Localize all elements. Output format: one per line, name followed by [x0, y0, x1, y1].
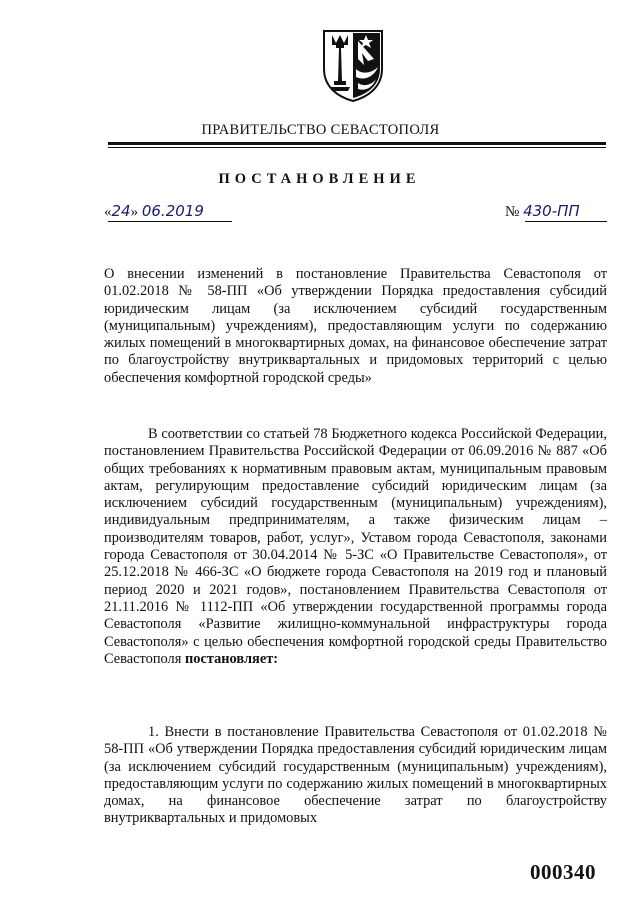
preamble-paragraph	[104, 426, 607, 668]
date-open-quote: «	[104, 204, 112, 220]
page-serial-number: 000340	[530, 860, 596, 884]
document-type-title: ПОСТАНОВЛЕНИЕ	[218, 171, 421, 187]
date-underline	[108, 221, 232, 222]
number-underline	[525, 221, 607, 222]
preamble-text: В соответствии со статьей 78 Бюджетного кодекса Российской Федерации, постановлением Правительства Российской Федерации от 06.09.2016 № 887 «Об общих требованиях к нормативным правовым актам, муниципальным правовым актам, регулирующим предоставление субсидий юридическим лицам (за исключением субсидий государственным (муниципальным) учреждениям), индивидуальным предпринимателям, а также физическим лицам – производителям товаров, работ, услуг», Уставом города Севастополя, законами города Севастополя от 30.04.2014 № 5-ЗС «О Правительстве Севастополя», от 25.12.2018 № 466-ЗС «О бюджете города Севастополя на 2019 год и плановый период 2020 и 2021 годов», постановлением Правительства Севастополя от 21.11.2016 № 1112-ПП «Об утверждении государственной программы города Севастополя «Развитие жилищно-коммунальной инфраструктуры города Севастополя» с целью обеспечения комфортной городской среды Правительство Севастополя	[104, 426, 607, 667]
emblem-icon	[322, 29, 384, 103]
decree-word: постановляет:	[184, 650, 279, 667]
number-prefix: №	[505, 204, 520, 220]
document-number	[505, 202, 607, 221]
number-value: 430-ПП	[523, 202, 580, 220]
item-1-paragraph: 1. Внести в постановление Правительства Севастополя от 01.02.2018 № 58-ПП «Об утверждении Порядка предоставления субсидий юридическим лицам (за исключением субсидий государственным (муниципальным) учреждениям), предоставляющим услуги по содержанию жилых помещений в многоквартирных домах, на финансовое обеспечение затрат по благоустройству внутриквартальных и придомовых	[104, 724, 607, 827]
header-rule-thick	[108, 142, 606, 145]
date-close-quote: »	[130, 204, 139, 220]
document-subject: О внесении изменений в постановление Правительства Севастополя от 01.02.2018 № 58-ПП «Об утверждении Порядка предоставления субсидий юридическим лицам (за исключением субсидий государственным (муниципальным) учреждениям), предоставляющим услуги по содержанию жилых помещений в многоквартирных домах, на финансовое обеспечение затрат по благоустройству внутриквартальных и придомовых территорий с целью обеспечения комфортной городской среды»	[104, 266, 607, 386]
date-day: 24	[111, 202, 131, 220]
header-rule-thin	[108, 147, 606, 148]
document-date	[104, 202, 232, 221]
coat-of-arms-graphic	[322, 29, 384, 103]
date-month-year: 06.2019	[141, 202, 204, 220]
government-name: ПРАВИТЕЛЬСТВО СЕВАСТОПОЛЯ	[201, 122, 440, 138]
